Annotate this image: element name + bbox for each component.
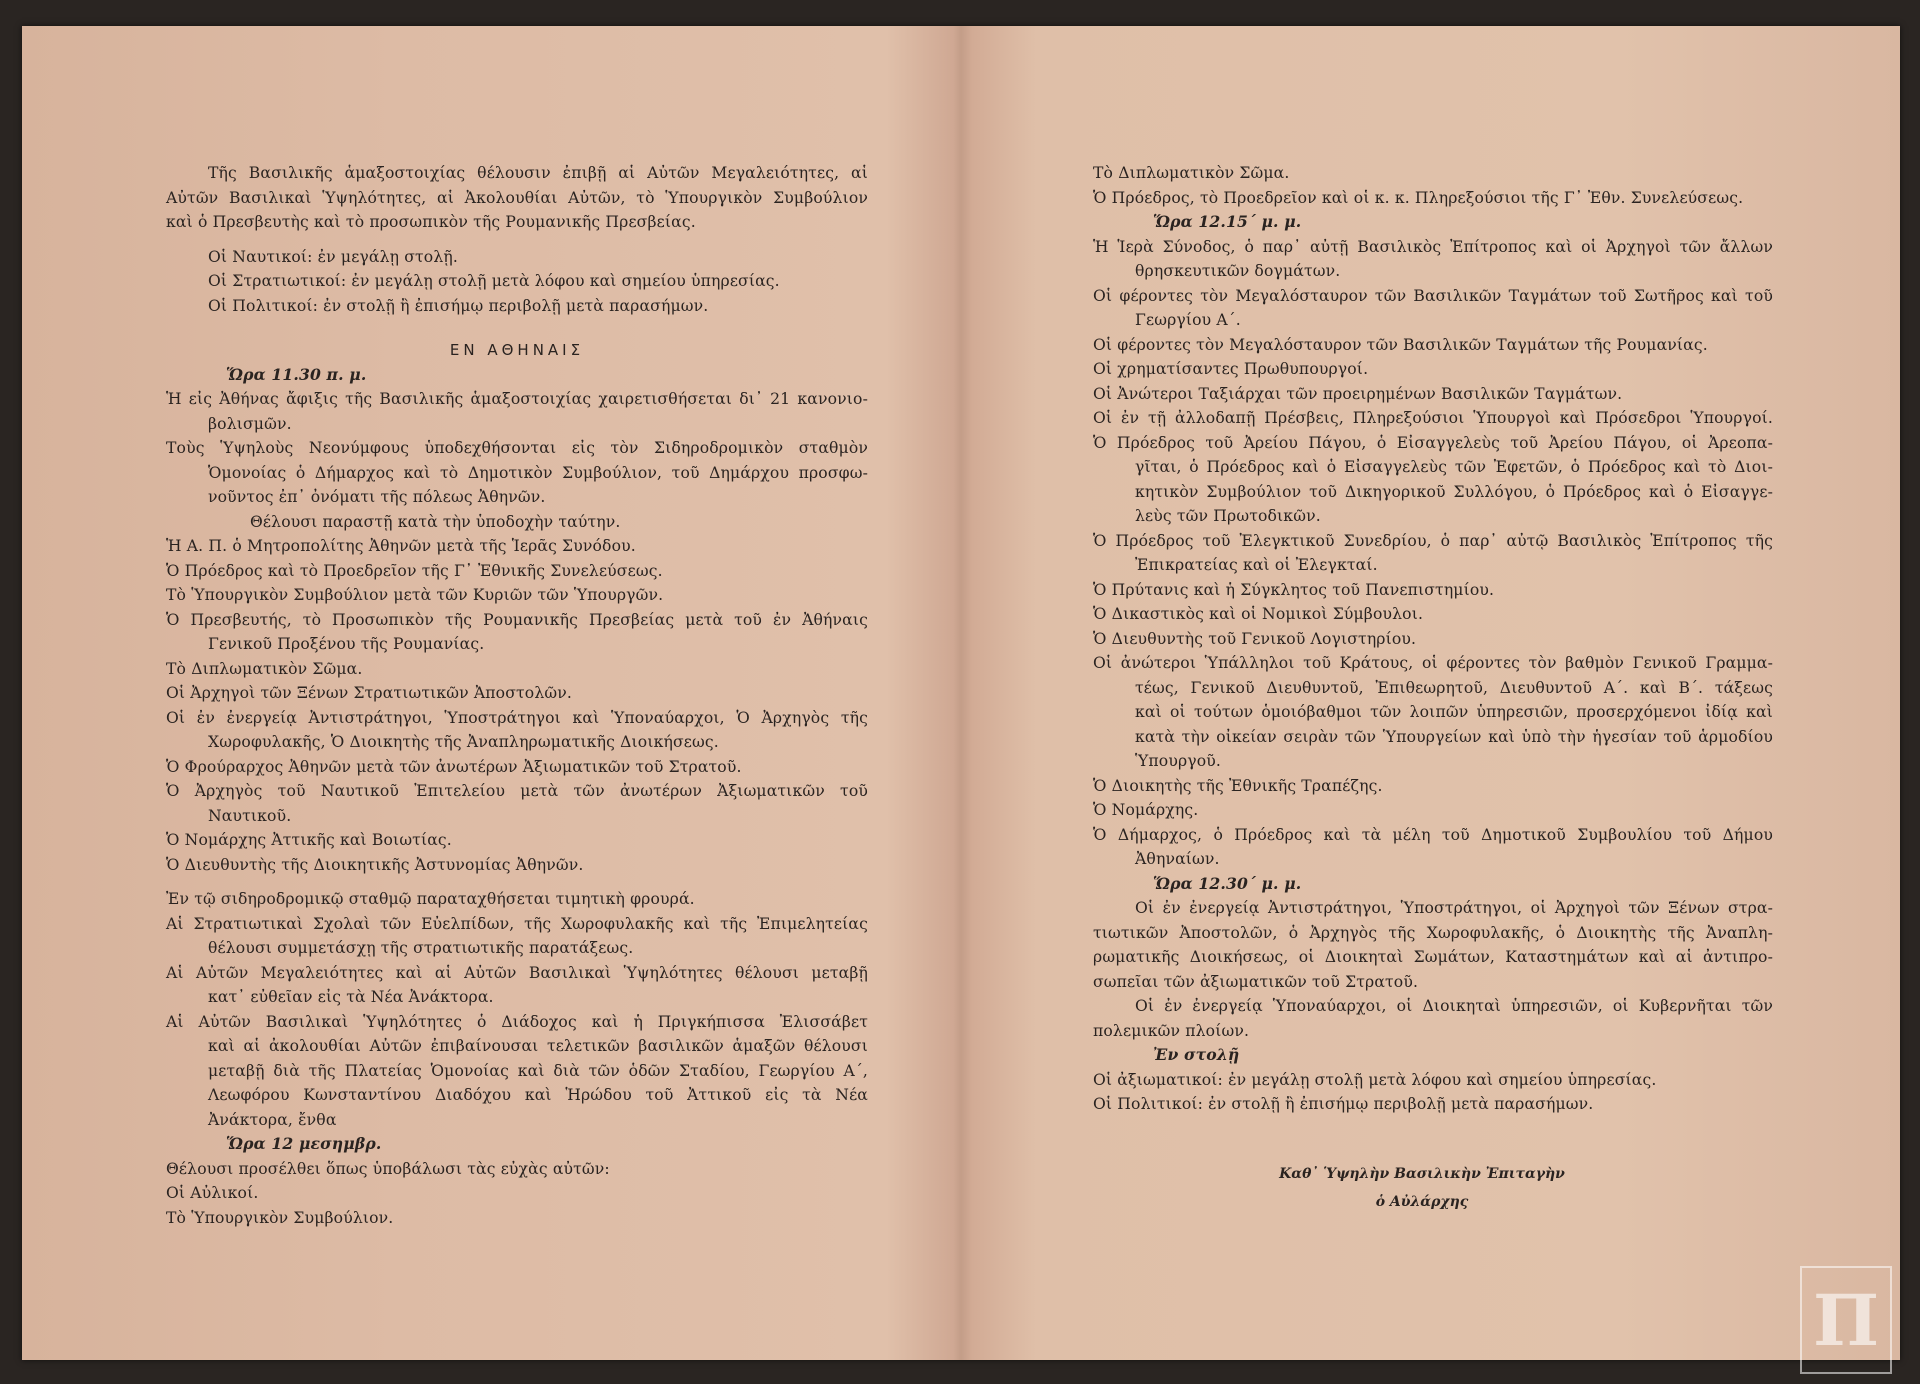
list-item: λεὺς τῶν Πρωτοδικῶν. xyxy=(1135,507,1321,525)
list-item: Ὁ Φρούραρχος Ἀθηνῶν μετὰ τῶν ἀνωτέρων Ἀξιωματικῶν τοῦ Στρατοῦ. xyxy=(166,757,742,776)
text-line: Αἱ Στρατιωτικαὶ Σχολαὶ τῶν Εὐελπίδων, τῆς Χωροφυλακῆς καὶ τῆς Ἐπιμελητείας xyxy=(166,914,868,933)
section-heading: ΕΝ ΑΘΗΝΑΙΣ xyxy=(449,341,585,359)
text-line: μεταβῇ διὰ τῆς Πλατείας Ὁμονοίας καὶ διὰ τῶν ὁδῶν Σταδίου, Γεωργίου Α΄, xyxy=(208,1061,868,1080)
text-line: Θέλουσι παραστῇ κατὰ τὴν ὑποδοχὴν ταύτην. xyxy=(250,512,621,531)
text-line: σωπεῖαι τῶν ἀξιωματικῶν τοῦ Στρατοῦ. xyxy=(1093,972,1419,991)
list-item: Οἱ ἐν ἐνεργείᾳ Ἀντιστράτηγοι, Ὑποστράτηγοι καὶ Ὑποναύαρχοι, Ὁ Ἀρχηγὸς τῆς xyxy=(166,708,868,727)
left-text-column xyxy=(166,161,868,1230)
list-item: Οἱ ἐν τῇ ἀλλοδαπῇ Πρέσβεις, Πληρεξούσιοι Ὑπουργοὶ καὶ Πρόσεδροι Ὑπουργοί. xyxy=(1093,409,1773,427)
intro-line: Τῆς Βασιλικῆς ἁμαξοστοιχίας θέλουσιν ἐπιβῇ αἱ Αὐτῶν Μεγαλειότητες, αἱ xyxy=(208,164,868,182)
intro-line: καὶ ὁ Πρεσβευτὴς καὶ τὸ προσωπικὸν τῆς Ρουμανικῆς Πρεσβείας. xyxy=(166,213,696,231)
list-item: Γεωργίου Α΄. xyxy=(1135,311,1241,329)
list-item: Ὁ Ἀρχηγὸς τοῦ Ναυτικοῦ Ἐπιτελείου μετὰ τῶν ἀνωτέρων Ἀξιωματικῶν τοῦ xyxy=(166,782,868,800)
list-item: Οἱ φέροντες τὸν Μεγαλόσταυρον τῶν Βασιλικῶν Ταγμάτων τοῦ Σωτῆρος καὶ τοῦ xyxy=(1093,286,1773,305)
left-page xyxy=(22,26,961,1360)
dress-line: Οἱ Ναυτικοί: ἐν μεγάλῃ στολῇ. xyxy=(208,247,458,266)
list-item: Ἐπικρατείας καὶ οἱ Ἐλεγκταί. xyxy=(1135,556,1378,574)
text-line: τιωτικῶν Ἀποστολῶν, ὁ Ἀρχηγὸς τῆς Χωροφυλακῆς, ὁ Διοικητὴς τῆς Ἀναπλη- xyxy=(1093,923,1773,942)
list-item: Οἱ χρηματίσαντες Πρωθυπουργοί. xyxy=(1093,360,1369,378)
text-line: καὶ αἱ ἀκολουθίαι Αὐτῶν ἐπιβαίνουσαι τελετικῶν βασιλικῶν ἁμαξῶν θέλουσι xyxy=(208,1037,868,1055)
text-line: θέλουσι συμμετάσχῃ τῆς στρατιωτικῆς παρατάξεως. xyxy=(208,939,634,957)
text-line: νοῦντος ἐπ᾽ ὀνόματι τῆς πόλεως Ἀθηνῶν. xyxy=(208,488,546,506)
text-line: βολισμῶν. xyxy=(208,414,292,433)
list-item: Ἡ Ἱερὰ Σύνοδος, ὁ παρ᾽ αὐτῇ Βασιλικὸς Ἐπίτροπος καὶ οἱ Ἀρχηγοὶ τῶν ἄλλων xyxy=(1093,237,1773,256)
right-page xyxy=(961,26,1900,1360)
text-line: Ὁμονοίας ὁ Δήμαρχος καὶ τὸ Δημοτικὸν Συμβούλιον, τοῦ Δημάρχου προσφω- xyxy=(208,463,868,482)
text-line: Ἀνάκτορα, ἔνθα xyxy=(208,1110,337,1129)
list-item: Χωροφυλακῆς, Ὁ Διοικητὴς τῆς Ἀναπληρωματικῆς Διοικήσεως. xyxy=(208,733,719,751)
time-heading: Ὥρα 11.30 π. μ. xyxy=(226,364,367,384)
text-line: πολεμικῶν πλοίων. xyxy=(1093,1021,1250,1040)
signature-title: ὁ Αὐλάρχης xyxy=(1375,1194,1469,1210)
dress-line: Οἱ Πολιτικοί: ἐν στολῇ ἢ ἐπισήμῳ περιβολῇ μετὰ παρασήμων. xyxy=(1093,1095,1594,1113)
dress-line: Οἱ ἀξιωματικοί: ἐν μεγάλῃ στολῇ μετὰ λόφου καὶ σημείου ὑπηρεσίας. xyxy=(1093,1070,1657,1089)
text-line: Ἐν τῷ σιδηροδρομικῷ σταθμῷ παραταχθήσεται τιμητικὴ φρουρά. xyxy=(166,890,695,908)
list-item: θρησκευτικῶν δογμάτων. xyxy=(1135,262,1341,280)
list-item: Τὸ Διπλωματικὸν Σῶμα. xyxy=(166,659,363,678)
list-item: Ὁ Διευθυντὴς τοῦ Γενικοῦ Λογιστηρίου. xyxy=(1093,629,1417,648)
list-item: Ὑπουργοῦ. xyxy=(1135,752,1222,770)
list-item: Ὁ Πρεσβευτής, τὸ Προσωπικὸν τῆς Ρουμανικῆς Πρεσβείας μετὰ τοῦ ἐν Ἀθήναις xyxy=(166,610,868,629)
time-heading: Ὥρα 12 μεσημβρ. xyxy=(226,1134,382,1153)
list-item: Τὸ Ὑπουργικὸν Συμβούλιον μετὰ τῶν Κυριῶν τῶν Ὑπουργῶν. xyxy=(166,586,664,604)
list-item: Τὸ Διπλωματικὸν Σῶμα. xyxy=(1093,164,1290,182)
list-item: Ἀθηναίων. xyxy=(1135,850,1220,868)
list-item: γῖται, ὁ Πρόεδρος καὶ ὁ Εἰσαγγελεὺς τῶν Ἐφετῶν, ὁ Πρόεδρος καὶ τὸ Διοι- xyxy=(1135,458,1773,476)
intro-line: Αὐτῶν Βασιλικαὶ Ὑψηλότητες, αἱ Ἀκολουθίαι Αὐτῶν, τὸ Ὑπουργικὸν Συμβούλιον xyxy=(166,188,868,207)
text-line: Οἱ ἐν ἐνεργείᾳ Ἀντιστράτηγοι, Ὑποστράτηγοι, οἱ Ἀρχηγοὶ τῶν Ξένων στρα- xyxy=(1135,899,1773,917)
text-line: Τὸ Ὑπουργικὸν Συμβούλιον. xyxy=(166,1208,394,1227)
list-item: Ὁ Νομάρχης. xyxy=(1093,801,1199,819)
text-line: Οἱ ἐν ἐνεργείᾳ Ὑποναύαρχοι, οἱ Διοικηταὶ ὑπηρεσιῶν, οἱ Κυβερνῆται τῶν xyxy=(1135,997,1773,1015)
right-text-column xyxy=(1093,161,1773,1117)
list-item: Οἱ ἀνώτεροι Ὑπάλληλοι τοῦ Κράτους, οἱ φέροντες τὸν βαθμὸν Γενικοῦ Γραμμα- xyxy=(1093,654,1773,672)
list-item: Οἱ Ἀνώτεροι Ταξιάρχαι τῶν προειρημένων Βασιλικῶν Ταγμάτων. xyxy=(1093,384,1623,403)
text-line: ρωματικῆς Διοικήσεως, οἱ Διοικηταὶ Σωμάτων, Καταστημάτων καὶ αἱ ἀντιπρο- xyxy=(1093,948,1773,966)
list-item: Ὁ Νομάρχης Ἀττικῆς καὶ Βοιωτίας. xyxy=(166,831,452,849)
archive-emblem-icon xyxy=(1800,1266,1892,1374)
text-line: Οἱ Αὐλικοί. xyxy=(166,1184,259,1202)
dress-line: Οἱ Πολιτικοί: ἐν στολῇ ἢ ἐπισήμῳ περιβολῇ μετὰ παρασήμων. xyxy=(208,296,709,315)
list-item: Ὁ Δικαστικὸς καὶ οἱ Νομικοὶ Σύμβουλοι. xyxy=(1093,605,1424,623)
list-item: Ὁ Διοικητὴς τῆς Ἐθνικῆς Τραπέζης. xyxy=(1093,776,1383,795)
text-line: κατ᾽ εὐθεῖαν εἰς τὰ Νέα Ἀνάκτορα. xyxy=(208,988,494,1006)
time-heading: Ὥρα 12.30΄ μ. μ. xyxy=(1153,873,1302,893)
list-item: τέως, Γενικοῦ Διευθυντοῦ, Ἐπιθεωρητοῦ, Διευθυντοῦ Α΄. καὶ Β΄. τάξεως xyxy=(1135,678,1773,697)
list-item: Ἡ Α. Π. ὁ Μητροπολίτης Ἀθηνῶν μετὰ τῆς Ἱερᾶς Συνόδου. xyxy=(166,537,636,555)
list-item: Ὁ Διευθυντὴς τῆς Διοικητικῆς Ἀστυνομίας Ἀθηνῶν. xyxy=(166,855,584,874)
list-item: Ὁ Πρόεδρος τοῦ Ἐλεγκτικοῦ Συνεδρίου, ὁ παρ᾽ αὐτῷ Βασιλικὸς Ἐπίτροπος τῆς xyxy=(1093,531,1773,550)
list-item: Ὁ Δήμαρχος, ὁ Πρόεδρος καὶ τὰ μέλη τοῦ Δημοτικοῦ Συμβουλίου τοῦ Δήμου xyxy=(1093,825,1773,844)
list-item: Ὁ Πρύτανις καὶ ἡ Σύγκλητος τοῦ Πανεπιστημίου. xyxy=(1093,580,1495,599)
list-item: Ναυτικοῦ. xyxy=(208,806,292,825)
list-item: Οἱ φέροντες τὸν Μεγαλόσταυρον τῶν Βασιλικῶν Ταγμάτων τῆς Ρουμανίας. xyxy=(1093,335,1708,354)
list-item: κατὰ τὴν οἰκείαν σειρὰν τῶν Ὑπουργείων καὶ ὑπὸ τὴν ἡγεσίαν τοῦ ἁρμοδίου xyxy=(1135,727,1773,746)
list-item: Ὁ Πρόεδρος τοῦ Ἀρείου Πάγου, ὁ Εἰσαγγελεὺς τοῦ Ἀρείου Πάγου, οἱ Ἀρεοπα- xyxy=(1093,433,1773,452)
text-line: Θέλουσι προσέλθει ὅπως ὑποβάλωσι τὰς εὐχὰς αὐτῶν: xyxy=(166,1159,610,1178)
emblem-glyph: Π xyxy=(1812,1278,1880,1362)
dress-heading: Ἐν στολῇ xyxy=(1153,1045,1240,1064)
text-line: Τοὺς Ὑψηλοὺς Νεονύμφους ὑποδεχθήσονται εἰς τὸν Σιδηροδρομικὸν σταθμὸν xyxy=(166,439,868,457)
list-item: Οἱ Ἀρχηγοὶ τῶν Ξένων Στρατιωτικῶν Ἀποστολῶν. xyxy=(166,684,572,702)
list-item: Γενικοῦ Προξένου τῆς Ρουμανίας. xyxy=(208,635,485,653)
text-line: Λεωφόρου Κωνσταντίνου Διαδόχου καὶ Ἡρώδου τοῦ Ἀττικοῦ εἰς τὰ Νέα xyxy=(208,1086,868,1104)
text-line: Αἱ Αὐτῶν Μεγαλειότητες καὶ αἱ Αὐτῶν Βασιλικαὶ Ὑψηλότητες θέλουσι μεταβῇ xyxy=(166,963,868,982)
list-item: καὶ οἱ τούτων ὁμοιόβαθμοι τῶν λοιπῶν ὑπηρεσιῶν, προσερχόμενοι ἰδίᾳ καὶ xyxy=(1135,703,1773,721)
list-item: κητικὸν Συμβούλιον τοῦ Δικηγορικοῦ Συλλόγου, ὁ Πρόεδρος καὶ ὁ Εἰσαγγε- xyxy=(1135,482,1773,501)
dress-line: Οἱ Στρατιωτικοί: ἐν μεγάλῃ στολῇ μετὰ λόφου καὶ σημείου ὑπηρεσίας. xyxy=(208,272,780,290)
list-item: Ὁ Πρόεδρος καὶ τὸ Προεδρεῖον τῆς Γ᾽ Ἐθνικῆς Συνελεύσεως. xyxy=(166,561,663,580)
document-sheet xyxy=(22,26,1900,1360)
time-heading: Ὥρα 12.15΄ μ. μ. xyxy=(1153,212,1302,231)
text-line: Ἡ εἰς Ἀθήνας ἄφιξις τῆς Βασιλικῆς ἁμαξοστοιχίας χαιρετισθήσεται δι᾽ 21 κανονιο- xyxy=(166,390,868,408)
list-item: Ὁ Πρόεδρος, τὸ Προεδρεῖον καὶ οἱ κ. κ. Πληρεξούσιοι τῆς Γ᾽ Ἐθν. Συνελεύσεως. xyxy=(1093,188,1744,207)
text-line: Αἱ Αὐτῶν Βασιλικαὶ Ὑψηλότητες ὁ Διάδοχος καὶ ἡ Πριγκήπισσα Ἐλισσάβετ xyxy=(166,1012,868,1031)
signature-line: Καθ᾽ Ὑψηλὴν Βασιλικὴν Ἐπιταγὴν xyxy=(1279,1166,1565,1182)
